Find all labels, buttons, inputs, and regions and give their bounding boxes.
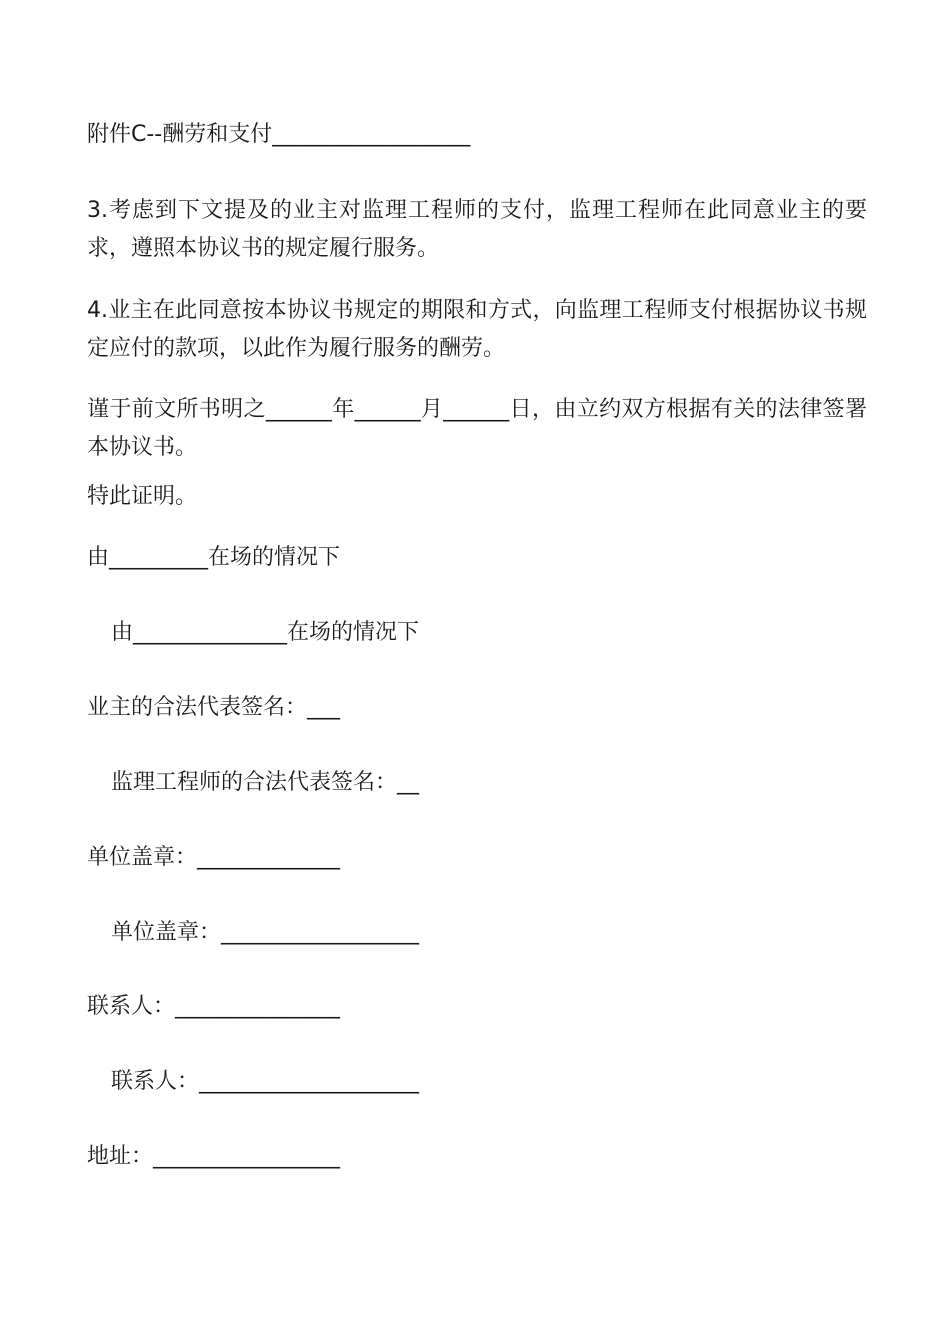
presence-owner: 由_________在场的情况下 <box>87 545 341 570</box>
date-clause: 谨于前文所书明之______年______月______日，由立约双方根据有关的法律签署本协议书。 <box>87 397 867 460</box>
clause-4: 4.业主在此同意按本协议书规定的期限和方式，向监理工程师支付根据协议书规定应付的款项，以此作为履行服务的酬劳。 <box>87 298 867 361</box>
appendix-c-line: 附件C--酬劳和支付__________________ <box>87 122 471 147</box>
owner-contact: 联系人：_______________ <box>87 994 341 1019</box>
attest-line: 特此证明。 <box>87 484 198 509</box>
presence-engineer: 由______________在场的情况下 <box>111 620 420 645</box>
owner-signature: 业主的合法代表签名：___ <box>87 695 341 720</box>
clause-3: 3.考虑到下文提及的业主对监理工程师的支付，监理工程师在此同意业主的要求，遵照本协议书的规定履行服务。 <box>87 198 867 261</box>
engineer-seal: 单位盖章：__________________ <box>111 920 420 945</box>
engineer-contact: 联系人：____________________ <box>111 1069 420 1094</box>
engineer-signature: 监理工程师的合法代表签名：__ <box>111 770 420 795</box>
owner-seal: 单位盖章：_____________ <box>87 845 341 870</box>
owner-address: 地址：_________________ <box>87 1144 341 1169</box>
